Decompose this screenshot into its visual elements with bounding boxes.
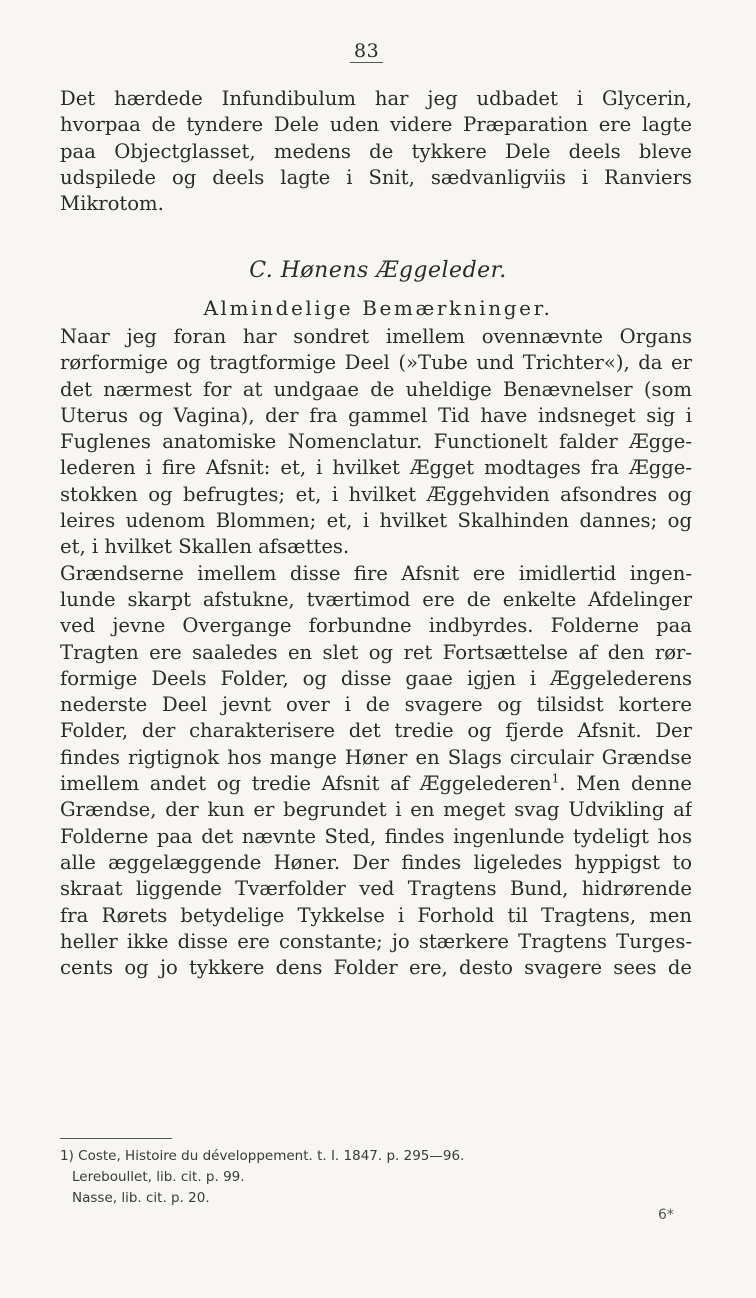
signature-mark: 6* [658,1207,674,1223]
text-fragment: . Men denne [559,772,692,796]
body-text [60,324,692,981]
text-line: Mikrotom. [60,192,164,216]
text-line: formige Deels Folder, og disse gaae igjen i Æggelederens [60,666,692,690]
text-fragment: imellem andet og tredie Afsnit af Æggelederen [60,772,552,796]
text-line: Folderne paa det nævnte Sted, findes ingenlunde tydeligt hos [60,824,692,848]
text-line: hvorpaa de tyndere Dele uden videre Præparation ere lagte [60,113,692,137]
text-line: cents og jo tykkere dens Folder ere, desto svagere sees de [60,956,692,980]
text-line: ved jevne Overgange forbundne indbyrdes. Folderne paa [60,614,692,638]
footnote-line: Lereboullet, lib. cit. p. 99. [72,1169,245,1185]
text-line: skraat liggende Tværfolder ved Tragtens Bund, hidrørende [60,877,692,901]
footnotes [60,1146,464,1209]
text-line: stokken og befrugtes; et, i hvilket Æggehviden afsondres og [60,482,692,506]
text-line: rørformige og tragtformige Deel (»Tube und Trichter«), da er [60,351,692,375]
footnote-line: Nasse, lib. cit. p. 20. [72,1190,210,1206]
text-line: Fuglenes anatomiske Nomenclatur. Functionelt falder Ægge- [60,430,692,454]
text-line: heller ikke disse ere constante; jo stærkere Tragtens Turges- [60,929,692,953]
footnote-reference: 1 [551,771,560,786]
text-line: det nærmest for at undgaae de uheldige Benævnelser (som [60,377,692,401]
section-subheading: Almindelige Bemærkninger. [203,296,553,320]
footnote-line [60,1146,464,1167]
text-line: Grændserne imellem disse fire Afsnit ere imidlertid ingen- [60,561,692,585]
page-number: 83 [350,40,383,63]
text-line: Naar jeg foran har sondret imellem ovennævnte Organs [60,325,692,348]
text-line: Grændse, der kun er begrundet i en meget svag Udvikling af [60,798,692,822]
text-line: Det hærdede Infundibulum har jeg udbadet i Glycerin, [60,87,692,110]
footnote-text: Coste, Histoire du développement. t. I. 1847. p. 295—96. [78,1148,465,1164]
text-line-with-footnote [60,771,692,797]
text-line: Folder, der charakterisere det tredie og fjerde Afsnit. Der [60,719,692,743]
intro-paragraph [60,86,692,217]
text-line: fra Rørets betydelige Tykkelse i Forhold til Tragtens, men [60,903,692,927]
footnote-divider [60,1138,172,1139]
text-line: leires udenom Blommen; et, i hvilket Skalhinden dannes; og [60,509,692,533]
text-line: nederste Deel jevnt over i de svagere og tilsidst kortere [60,693,692,717]
text-line: alle æggelæggende Høner. Der findes ligeledes hyppigst to [60,850,692,874]
text-line: paa Objectglasset, medens de tykkere Dele deels bleve [60,139,692,163]
text-line: lederen i fire Afsnit: et, i hvilket Ægget modtages fra Ægge- [60,456,692,480]
text-line: et, i hvilket Skallen afsættes. [60,535,350,559]
text-line: lunde skarpt afstukne, tværtimod ere de enkelte Afdelinger [60,587,692,611]
text-line: findes rigtignok hos mange Høner en Slags circulair Grændse [60,745,692,769]
text-line: Uterus og Vagina), der fra gammel Tid have indsneget sig i [60,403,692,427]
text-line: Tragten ere saaledes en slet og ret Fortsættelse af den rør- [60,640,692,664]
footnote-marker: 1) [60,1148,74,1164]
text-line: udspilede og deels lagte i Snit, sædvanligviis i Ranviers [60,165,692,189]
section-heading: C. Hønens Æggeleder. [249,258,507,283]
